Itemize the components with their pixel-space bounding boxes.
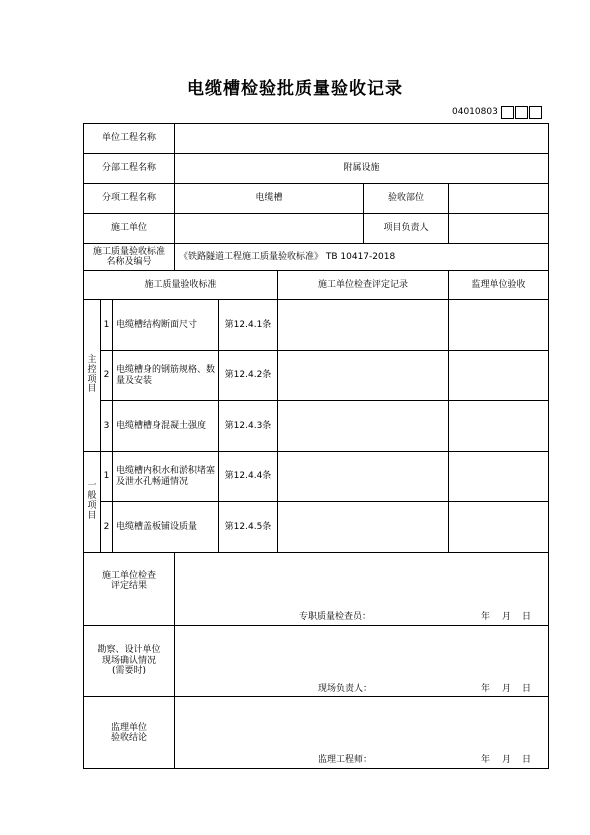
standard-name-label-line2: 名称及编号: [106, 257, 152, 267]
date-year-label: 年: [481, 684, 491, 694]
item-description: 电缆槽槽身混凝土强度: [116, 420, 207, 431]
acceptance-form: [83, 123, 549, 769]
construction-check-field[interactable]: [278, 351, 448, 400]
project-leader-label: 项目负责人: [383, 223, 429, 234]
design-confirm-label-line3: (需要时): [111, 666, 147, 677]
design-confirm-label-line1: 勘察、设计单位: [97, 645, 161, 656]
date-month-label: 月: [502, 612, 512, 622]
general-section-label: [84, 452, 100, 552]
item-number: 2: [103, 521, 110, 532]
main-control-section-label: [84, 300, 100, 451]
unit-project-name-field[interactable]: [175, 124, 548, 153]
code-box-1[interactable]: [501, 106, 514, 119]
date-year-label: 年: [481, 755, 491, 765]
header-standard: 施工质量验收标准: [144, 279, 217, 290]
header-construction-check: 施工单位检查评定记录: [317, 279, 408, 290]
item-project-name-label: 分项工程名称: [101, 193, 156, 204]
date-day-label: 日: [522, 684, 532, 694]
standard-name-label-line1: 施工质量验收标准: [92, 246, 165, 257]
general-label: 一般项目: [87, 481, 97, 521]
construction-check-field[interactable]: [278, 300, 448, 350]
supervision-result-label-line1: 监理单位: [110, 722, 147, 733]
supervision-check-field[interactable]: [449, 452, 548, 501]
construction-unit-label: 施工单位: [110, 223, 147, 234]
form-code-number: 04010803: [452, 107, 498, 117]
design-confirm-label-line2: 现场确认情况: [101, 655, 156, 666]
supervision-result-label-line2: 验收结论: [110, 733, 147, 743]
unit-project-name-label: 单位工程名称: [101, 133, 156, 144]
item-clause: 第12.4.1条: [224, 319, 272, 330]
construction-check-field[interactable]: [278, 502, 448, 552]
date-day-label: 日: [522, 755, 532, 765]
construction-result-label-line2: 评定结果: [110, 581, 147, 591]
supervision-check-field[interactable]: [449, 401, 548, 451]
document-title: 电缆槽检验批质量验收记录: [187, 79, 403, 99]
date-day-label: 日: [522, 612, 532, 622]
item-clause: 第12.4.4条: [224, 471, 272, 482]
item-number: 3: [103, 420, 110, 431]
item-number: 1: [103, 471, 110, 482]
construction-result-label-line1: 施工单位检查: [101, 570, 156, 581]
design-confirm-label: [84, 626, 174, 696]
construction-check-field[interactable]: [278, 401, 448, 451]
sub-project-name-field[interactable]: 附属设施: [343, 163, 380, 174]
item-description: 电缆槽身的钢筋规格、数量及安装: [116, 365, 216, 386]
item-project-name-field[interactable]: 电缆槽: [255, 193, 283, 204]
acceptance-location-field[interactable]: [449, 184, 548, 213]
item-clause: 第12.4.5条: [224, 521, 272, 532]
code-box-3[interactable]: [529, 106, 542, 119]
construction-unit-field[interactable]: [175, 214, 363, 243]
quality-inspector-label: 专职质量检查员：: [299, 612, 372, 622]
standard-name-label: [84, 244, 174, 270]
item-number: 1: [103, 319, 110, 330]
project-leader-field[interactable]: [449, 214, 548, 243]
item-description: 电缆槽内积水和淤积堵塞及泄水孔畅通情况: [116, 466, 216, 487]
supervising-engineer-label: 监理工程师：: [318, 755, 373, 765]
acceptance-location-label: 验收部位: [387, 193, 424, 204]
supervision-check-field[interactable]: [449, 300, 548, 350]
form-code: [452, 104, 542, 120]
item-clause: 第12.4.3条: [224, 420, 272, 431]
standard-name-field[interactable]: 《铁路隧道工程施工质量验收标准》 TB 10417-2018: [179, 251, 396, 262]
supervision-result-label: [84, 697, 174, 769]
item-description: 电缆槽结构断面尺寸: [116, 319, 198, 330]
main-control-label: 主控项目: [87, 354, 97, 395]
site-leader-label: 现场负责人：: [318, 684, 373, 694]
supervision-check-field[interactable]: [449, 502, 548, 552]
construction-check-field[interactable]: [278, 452, 448, 501]
code-box-2[interactable]: [515, 106, 528, 119]
sub-project-name-label: 分部工程名称: [101, 163, 156, 174]
supervision-check-field[interactable]: [449, 351, 548, 400]
date-month-label: 月: [502, 755, 512, 765]
header-supervision-check: 监理单位验收: [471, 279, 526, 290]
item-clause: 第12.4.2条: [224, 370, 272, 381]
construction-result-label: [84, 553, 174, 609]
date-year-label: 年: [481, 612, 491, 622]
item-number: 2: [103, 370, 110, 381]
item-description: 电缆槽盖板铺设质量: [116, 521, 198, 532]
date-month-label: 月: [502, 684, 512, 694]
